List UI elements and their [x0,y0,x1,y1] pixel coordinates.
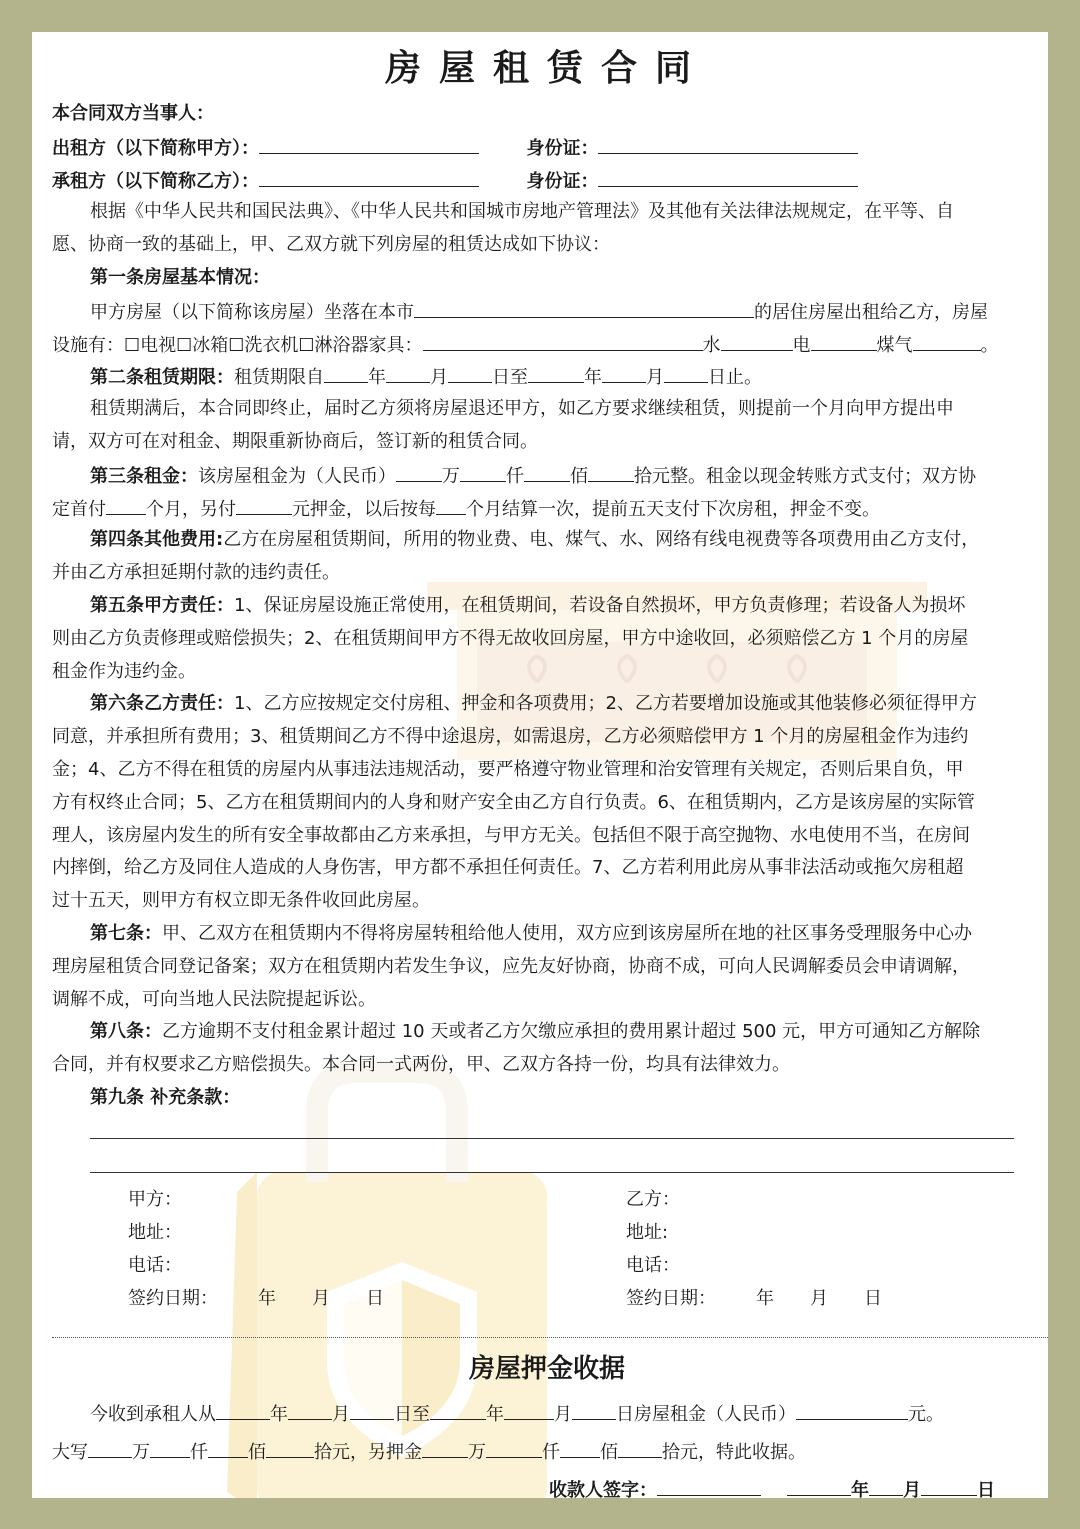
article-1-heading: 第一条房屋基本情况： [90,266,270,288]
article-7-line-2: 理房屋租赁合同登记备案；双方在租赁期内若发生争议，应先友好协商，协商不成，可向人民调解委员会申请调解， [52,955,970,977]
parties-intro: 本合同双方当事人： [52,103,214,124]
article-5-line-1: 第五条甲方责任：1、保证房屋设施正常使用，在租赁期间，若设备自然损坏，甲方负责修理；若设备人为损坏 [90,594,966,616]
party-b-date: 签约日期： 年 月 日 [626,1287,882,1309]
article-6-line-1: 第六条乙方责任：1、乙方应按规定交付房租、押金和各项费用；2、乙方若要增加设施或其他装修必须征得甲方 [90,693,977,715]
contract-paper [32,32,1048,1498]
electricity-field[interactable] [811,328,877,351]
lessee-id-label: 身份证： [526,170,599,192]
article-8-line-1: 第八条：乙方逾期不支付租金累计超过 10 天或者乙方欠缴应承担的费用累计超过 500 元，甲方可通知乙方解除 [90,1021,981,1043]
article-3-line-2: 定首付 个月，另付 元押金，以后按每 个月结算一次，提前五天支付下次房租，押金不变。 [52,492,1042,525]
article-6-line-7: 过十五天，则甲方有权立即无条件收回此房屋。 [52,890,430,912]
party-b-label: 乙方： [626,1188,680,1210]
lessor-label: 出租方（以下简称甲方）： [52,137,259,159]
lessor-id-label: 身份证： [526,137,599,159]
lessee-label: 承租方（以下简称乙方）： [52,170,259,192]
article-7-line-1: 第七条：甲、乙双方在租赁期内不得将房屋转租给他人使用，双方应到该房屋所在地的社区事务受理服务中心办 [90,922,972,944]
article-1-line-1: 甲方房屋（以下简称该房屋）坐落在本市 的居住房屋出租给乙方，房屋 [52,295,1042,328]
contract-title: 房屋租赁合同 [384,48,709,89]
article-5-line-3: 租金作为违约金。 [52,660,196,682]
water-field[interactable] [721,328,793,351]
article-6-line-4: 方有权终止合同；5、乙方在租赁期间内的人身和财产安全由乙方自行负责。6、在租赁期内，乙方是该房屋的实际管 [52,791,975,813]
party-b-address-label: 地址: [626,1221,669,1243]
preamble-line-1: 根据《中华人民共和国民法典》、《中华人民共和国城市房地产管理法》及其他有关法律法规规定，在平等、自 [90,201,954,223]
article-8-line-2: 合同，并有权要求乙方赔偿损失。本合同一式两份，甲、乙双方各持一份，均具有法律效力。 [52,1054,790,1076]
article-3-line-1: 第三条租金：该房屋租金为（人民币） 万 仟 佰 拾元整。租金以现金转账方式支付；双方协 [52,459,1042,492]
article-4-line-2: 并由乙方承担延期付款的违约责任。 [52,562,340,584]
payee-label: 收款人签字： [549,1479,657,1498]
party-a-address-label: 地址： [128,1221,182,1243]
lessor-id-field[interactable] [598,131,858,154]
preamble-line-2: 愿、协商一致的基础上，甲、乙双方就下列房屋的租赁达成如下协议： [52,234,610,256]
article-5-line-2: 则由乙方负责修理或赔偿损失；2、在租赁期间甲方不得无故收回房屋，甲方中途收回，必须赔偿乙方 1 个月的房屋 [52,627,969,649]
payee-signature-field[interactable] [657,1473,761,1496]
article-6-line-6: 内摔倒，给乙方及同住人造成的人身伤害，甲方都不承担任何责任。7、乙方若利用此房从事非法活动或拖欠房租超 [52,857,964,879]
article-6-line-5: 理人，该房屋内发生的所有安全事故都由乙方来承担，与甲方无关。包括但不限于高空抛物、水电使用不当，在房间 [52,824,970,846]
article-1-line-2: 设施有：☐电视☐冰箱☐洗衣机☐淋浴器家具： 水 电 煤气 。 [52,328,1042,361]
party-b-phone-label: 电话： [626,1254,680,1276]
gas-field[interactable] [913,328,981,351]
lessee-id-field[interactable] [598,164,858,187]
receipt-payee-line: 收款人签字： 年 月 日 [52,1472,1042,1498]
party-a-label: 甲方： [128,1188,182,1210]
article-4-line-1: 第四条其他费用:乙方在房屋租赁期间，所用的物业费、电、煤气、水、网络有线电视费等各项费用由乙方支付， [90,529,980,551]
address-field[interactable] [414,295,754,318]
lessor-name-field[interactable] [259,131,479,154]
party-b-signature [626,1183,882,1315]
signature-block [52,1183,1042,1315]
party-a-phone-label: 电话： [128,1254,182,1276]
receipt-line-2: 大写 万 仟 佰 拾元，另押金 万 仟 佰 拾元，特此收据。 [52,1434,1042,1472]
article-2-line-1: 第二条租赁期限：租赁期限自 年 月 日至 年 月 日止。 [52,360,1042,393]
article-6-line-2: 同意，并承担所有费用；3、租赁期间乙方不得中途退房，如需退房，乙方必须赔偿甲方 1 个月的房屋租金作为违约 [52,726,969,748]
lessee-name-field[interactable] [259,164,479,187]
article-2-line-2: 租赁期满后，本合同即终止，届时乙方须将房屋退还甲方，如乙方要求继续租赁，则提前一个月向甲方提出申 [90,398,954,420]
party-a-signature [128,1183,384,1315]
lessor-row [52,131,1042,164]
receipt-line-1: 今收到承租人从 年 月 日至 年 月 日房屋租金（人民币） 元。 [52,1396,1042,1434]
article-7-line-3: 调解不成，可向当地人民法院提起诉讼。 [52,988,376,1010]
article-9-heading: 第九条 补充条款： [90,1086,241,1108]
lessee-row [52,164,1042,197]
furniture-field[interactable] [423,328,703,351]
party-a-date: 签约日期： 年 月 日 [128,1287,384,1309]
rent-amount-field[interactable] [796,1397,908,1420]
article-6-line-3: 金；4、乙方不得在租赁的房屋内从事违法违规活动，要严格遵守物业管理和治安管理有关规定，否则后果自负，甲 [52,758,964,780]
receipt-title: 房屋押金收据 [468,1353,625,1384]
article-2-line-3: 请，双方可在对租金、期限重新协商后，签订新的租赁合同。 [52,430,538,452]
